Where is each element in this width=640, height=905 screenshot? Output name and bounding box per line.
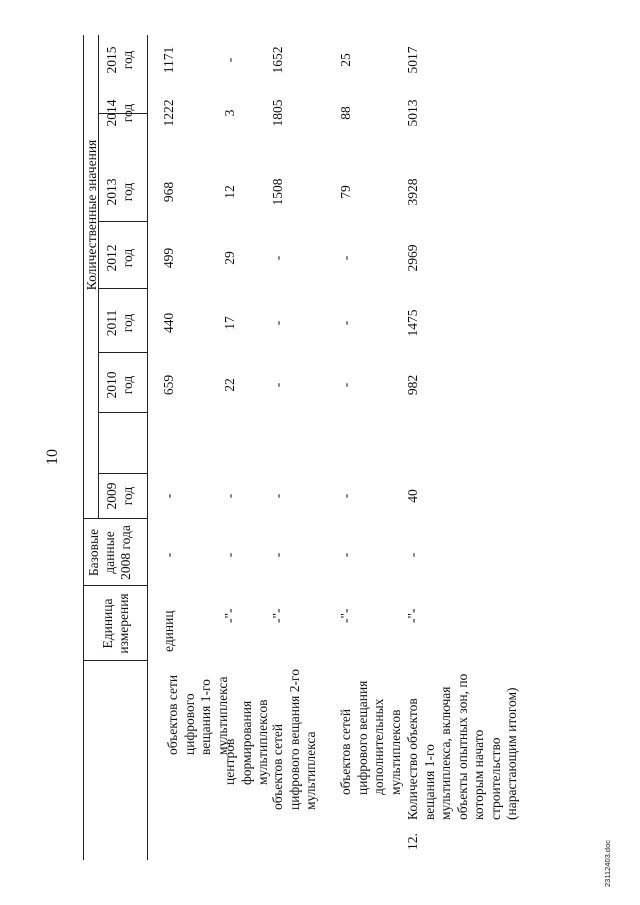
row-5-number: 12. — [405, 833, 420, 850]
row-4-2015: 25 — [338, 53, 353, 67]
header-rule-baseline — [98, 474, 99, 519]
row-4-2012: - — [338, 255, 353, 261]
row-3-2014: 1805 — [270, 99, 285, 127]
row-4-2013: 79 — [338, 185, 353, 199]
document-filename-footer: 23112403.doc — [603, 840, 612, 887]
row-1-label: объектов сети цифрового вещания 1-го мультиплекса — [165, 674, 230, 755]
row-4-2011: - — [338, 320, 353, 326]
column-rule-2014 — [98, 221, 147, 222]
row-2-2011: 17 — [222, 316, 237, 330]
row-3-baseline: - — [270, 552, 285, 558]
row-1-2013: 968 — [161, 181, 176, 203]
row-4-baseline: - — [338, 552, 353, 558]
row-2-2015: - — [222, 57, 237, 63]
header-unit: Единица измерения — [100, 593, 131, 654]
header-year-2015: 2015 год — [104, 46, 135, 74]
row-2-unit: -"- — [222, 608, 237, 623]
row-2-2013: 12 — [222, 185, 237, 199]
row-5-2011: 1475 — [405, 309, 420, 337]
row-1-2011: 440 — [161, 312, 176, 334]
row-3-2011: - — [270, 320, 285, 326]
row-2-2009: - — [222, 493, 237, 499]
header-baseline: Базовые данные 2008 года — [86, 525, 133, 580]
row-2-baseline: - — [222, 552, 237, 558]
row-4-2010: - — [338, 382, 353, 388]
row-5-2015: 5017 — [405, 46, 420, 74]
row-5-2012: 2969 — [405, 244, 420, 272]
column-rule-2012 — [98, 352, 147, 353]
row-3-2015: 1652 — [270, 46, 285, 74]
row-1-2015: 1171 — [161, 46, 176, 74]
column-rule-2011 — [98, 412, 147, 413]
column-rule-2010 — [98, 473, 147, 474]
row-2-2014: 3 — [222, 109, 237, 117]
row-2-2012: 29 — [222, 251, 237, 265]
row-5-unit: -"- — [405, 608, 420, 623]
row-1-unit: единиц — [161, 610, 176, 652]
page-number: 10 — [44, 449, 61, 465]
row-5-2014: 5013 — [405, 99, 420, 127]
row-2-2010: 22 — [222, 378, 237, 392]
row-4-label: объектов сетей цифрового вещания дополнительных мультиплексов — [338, 680, 403, 795]
header-year-2009: 2009 год — [104, 482, 135, 510]
column-rule-2013 — [98, 288, 147, 289]
header-year-2013: 2013 год — [104, 178, 135, 206]
header-rule-bottom — [147, 35, 148, 860]
row-5-2013: 3928 — [405, 178, 420, 206]
header-year-2011: 2011 год — [104, 309, 135, 337]
row-1-baseline: - — [161, 552, 176, 558]
row-5-baseline: - — [405, 552, 420, 558]
row-3-2009: - — [270, 493, 285, 499]
row-3-label: объектов сетей цифрового вещания 2-го мультиплекса — [270, 669, 318, 810]
header-year-2012: 2012 год — [104, 244, 135, 272]
header-year-2014: 2014 год — [104, 99, 135, 127]
header-year-2010: 2010 год — [104, 371, 135, 399]
row-3-2010: - — [270, 382, 285, 388]
row-4-unit: -"- — [338, 608, 353, 623]
row-1-2010: 659 — [161, 374, 176, 396]
row-2-label: центров формирования мультиплексов — [222, 699, 270, 785]
row-1-2012: 499 — [161, 247, 176, 269]
row-1-2009: - — [161, 493, 176, 499]
row-4-2014: 88 — [338, 106, 353, 120]
row-5-2010: 982 — [405, 374, 420, 396]
row-5-label: Количество объектов вещания 1-го мультиплекса, включая объекты опытных зон, по которым начато строительство (нарастающим итогом) — [405, 673, 519, 820]
row-3-2013: 1508 — [270, 178, 285, 206]
row-1-2014: 1222 — [161, 99, 176, 127]
row-4-2009: - — [338, 493, 353, 499]
row-5-2009: 40 — [405, 489, 420, 503]
row-3-unit: -"- — [270, 608, 285, 623]
header-quantitative: Количественные значения — [84, 139, 99, 291]
row-3-2012: - — [270, 255, 285, 261]
